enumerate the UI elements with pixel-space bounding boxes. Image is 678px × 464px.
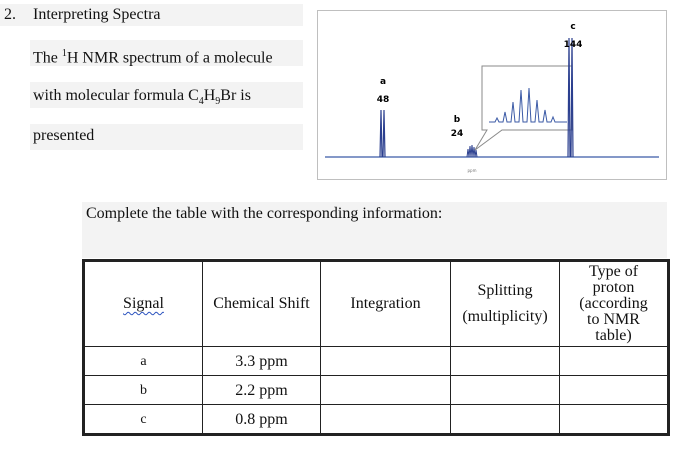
peak-c-integration: 144 [563,40,583,50]
line2-text-b: H [203,87,216,104]
nmr-table [84,261,668,434]
axis-note: ppm [467,168,477,173]
header-type [560,262,668,347]
header-splitting-line-2: (multiplicity) [462,308,548,325]
peak-b-integration: 24 [450,129,464,139]
peak-b-label: b [453,115,461,125]
line1-superscript: 1 [61,48,67,59]
table-row [85,347,668,376]
shift-cell: 2.2 ppm [203,376,321,405]
shift-cell: 0.8 ppm [203,405,321,434]
line1-text-b: H NMR spectrum of a molecule [66,49,273,67]
peak-c-label: c [570,22,576,32]
splitting-cell[interactable] [451,405,560,434]
signal-cell: b [85,376,203,405]
header-type-line-2: proton [592,279,635,296]
line2-subscript-2: 9 [215,96,221,108]
type-cell[interactable] [560,405,668,434]
integration-cell[interactable] [321,405,451,434]
peak-a-label: a [379,77,387,87]
line2-subscript-1: 4 [198,96,204,108]
integration-cell[interactable] [321,376,451,405]
header-integration: Integration [321,262,451,347]
signal-cell: c [85,405,203,434]
line1-text-a: The [33,49,62,67]
type-cell[interactable] [560,376,668,405]
header-type-line-1: Type of [588,263,639,280]
nmr-spectrum [317,10,667,180]
header-type-line-3: (according [579,295,648,312]
question-line-3: presented [33,127,95,144]
header-signal [85,262,203,347]
splitting-cell[interactable] [451,376,560,405]
type-cell[interactable] [560,347,668,376]
question-title: Interpreting Spectra [33,6,161,23]
header-splitting-line-1: Splitting [477,282,533,299]
question-number: 2. [4,6,16,23]
integration-cell[interactable] [321,347,451,376]
instruction-text: Complete the table with the corresponding information: [86,205,443,222]
header-chemical-shift: Chemical Shift [203,262,321,347]
signal-cell: a [85,347,203,376]
shift-cell: 3.3 ppm [203,347,321,376]
table-header-row [85,262,668,347]
header-type-line-4: to NMR [587,311,640,328]
line2-text-c: Br is [220,87,251,104]
header-type-line-5: table) [595,327,632,344]
table-row [85,405,668,434]
header-splitting [451,262,560,347]
header-signal-text: Signal [123,295,164,312]
peak-a-integration: 48 [376,95,390,105]
question-line-1 [33,44,273,68]
table-row [85,376,668,405]
splitting-cell[interactable] [451,347,560,376]
line2-text-a: with molecular formula C [33,87,199,104]
question-line-2 [33,86,251,112]
